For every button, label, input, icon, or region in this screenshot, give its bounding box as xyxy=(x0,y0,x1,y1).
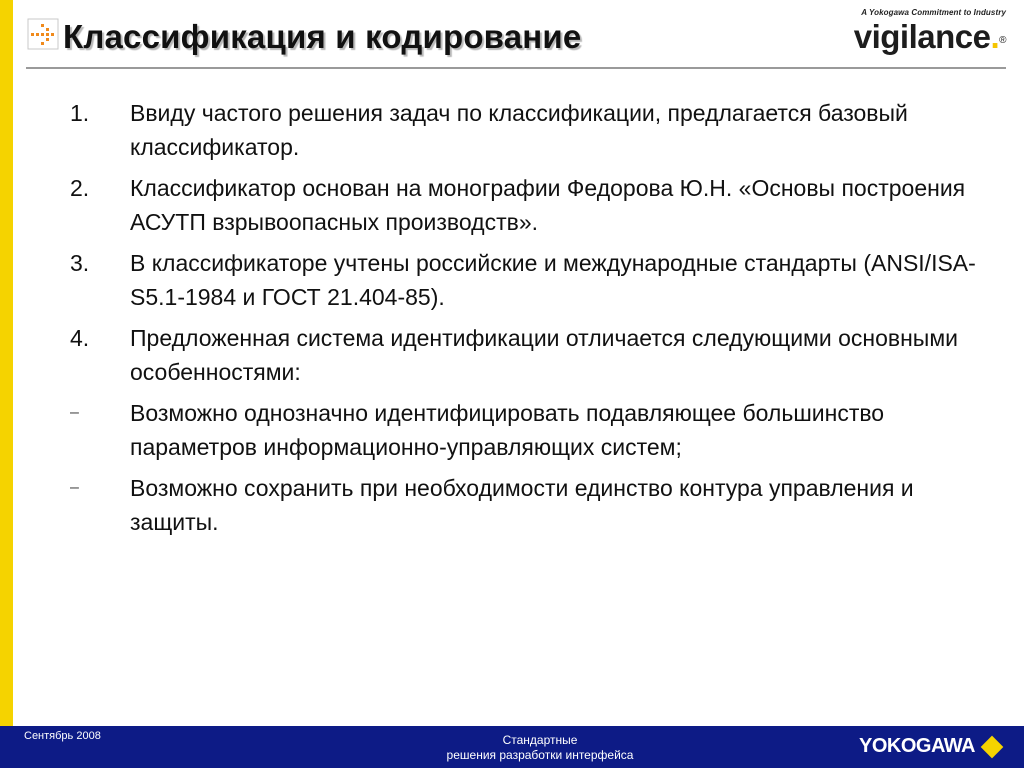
list-item xyxy=(70,96,990,164)
list-item-text: В классификаторе учтены российские и международные стандарты (ANSI/ISA-S5.1-1984 и ГОСТ 21.404-85). xyxy=(130,250,976,310)
list-marker: – xyxy=(70,404,79,421)
title-divider xyxy=(26,67,1006,69)
registered-mark: ® xyxy=(999,35,1006,46)
diamond-icon xyxy=(981,735,1004,758)
vigilance-logo xyxy=(806,8,1006,64)
list-item xyxy=(70,396,990,464)
list-item xyxy=(70,321,990,389)
footer-subtitle xyxy=(340,733,740,763)
brand-dot: . xyxy=(990,18,1000,55)
yokogawa-logo-text: YOKOGAWA xyxy=(858,735,975,757)
list-item xyxy=(70,171,990,239)
brand-name-text: vigilance xyxy=(853,18,991,55)
list-marker: – xyxy=(70,479,79,496)
list-item-text: Возможно однозначно идентифицировать подавляющее большинство параметров информационно-управляющих систем; xyxy=(130,400,885,460)
list-item-text: Классификатор основан на монографии Федорова Ю.Н. «Основы построения АСУТП взрывоопасных производств». xyxy=(130,175,966,235)
list-marker: 3. xyxy=(70,250,90,276)
footer-bar xyxy=(0,726,1024,768)
list-item-text: Предложенная система идентификации отличается следующими основными особенностями: xyxy=(130,325,958,385)
brand-tagline: A Yokogawa Commitment to Industry xyxy=(861,8,1006,17)
list-marker: 2. xyxy=(70,175,90,201)
list-item xyxy=(70,246,990,314)
arrow-grid-icon xyxy=(27,18,61,52)
list-marker: 1. xyxy=(70,100,90,126)
left-accent-bar xyxy=(0,0,13,768)
list-item-text: Ввиду частого решения задач по классификации, предлагается базовый классификатор. xyxy=(130,100,908,160)
list-marker: 4. xyxy=(70,325,90,351)
footer-subtitle-line1: Стандартные xyxy=(502,733,578,747)
bullet-list xyxy=(70,96,990,546)
footer-date: Сентябрь 2008 xyxy=(24,730,101,742)
brand-name xyxy=(806,19,1006,55)
yokogawa-logo xyxy=(859,735,1000,758)
list-item-text: Возможно сохранить при необходимости единство контура управления и защиты. xyxy=(130,475,914,535)
list-item xyxy=(70,471,990,539)
footer-subtitle-line2: решения разработки интерфейса xyxy=(446,748,634,762)
slide-title: Классификация и кодирование xyxy=(63,18,582,55)
